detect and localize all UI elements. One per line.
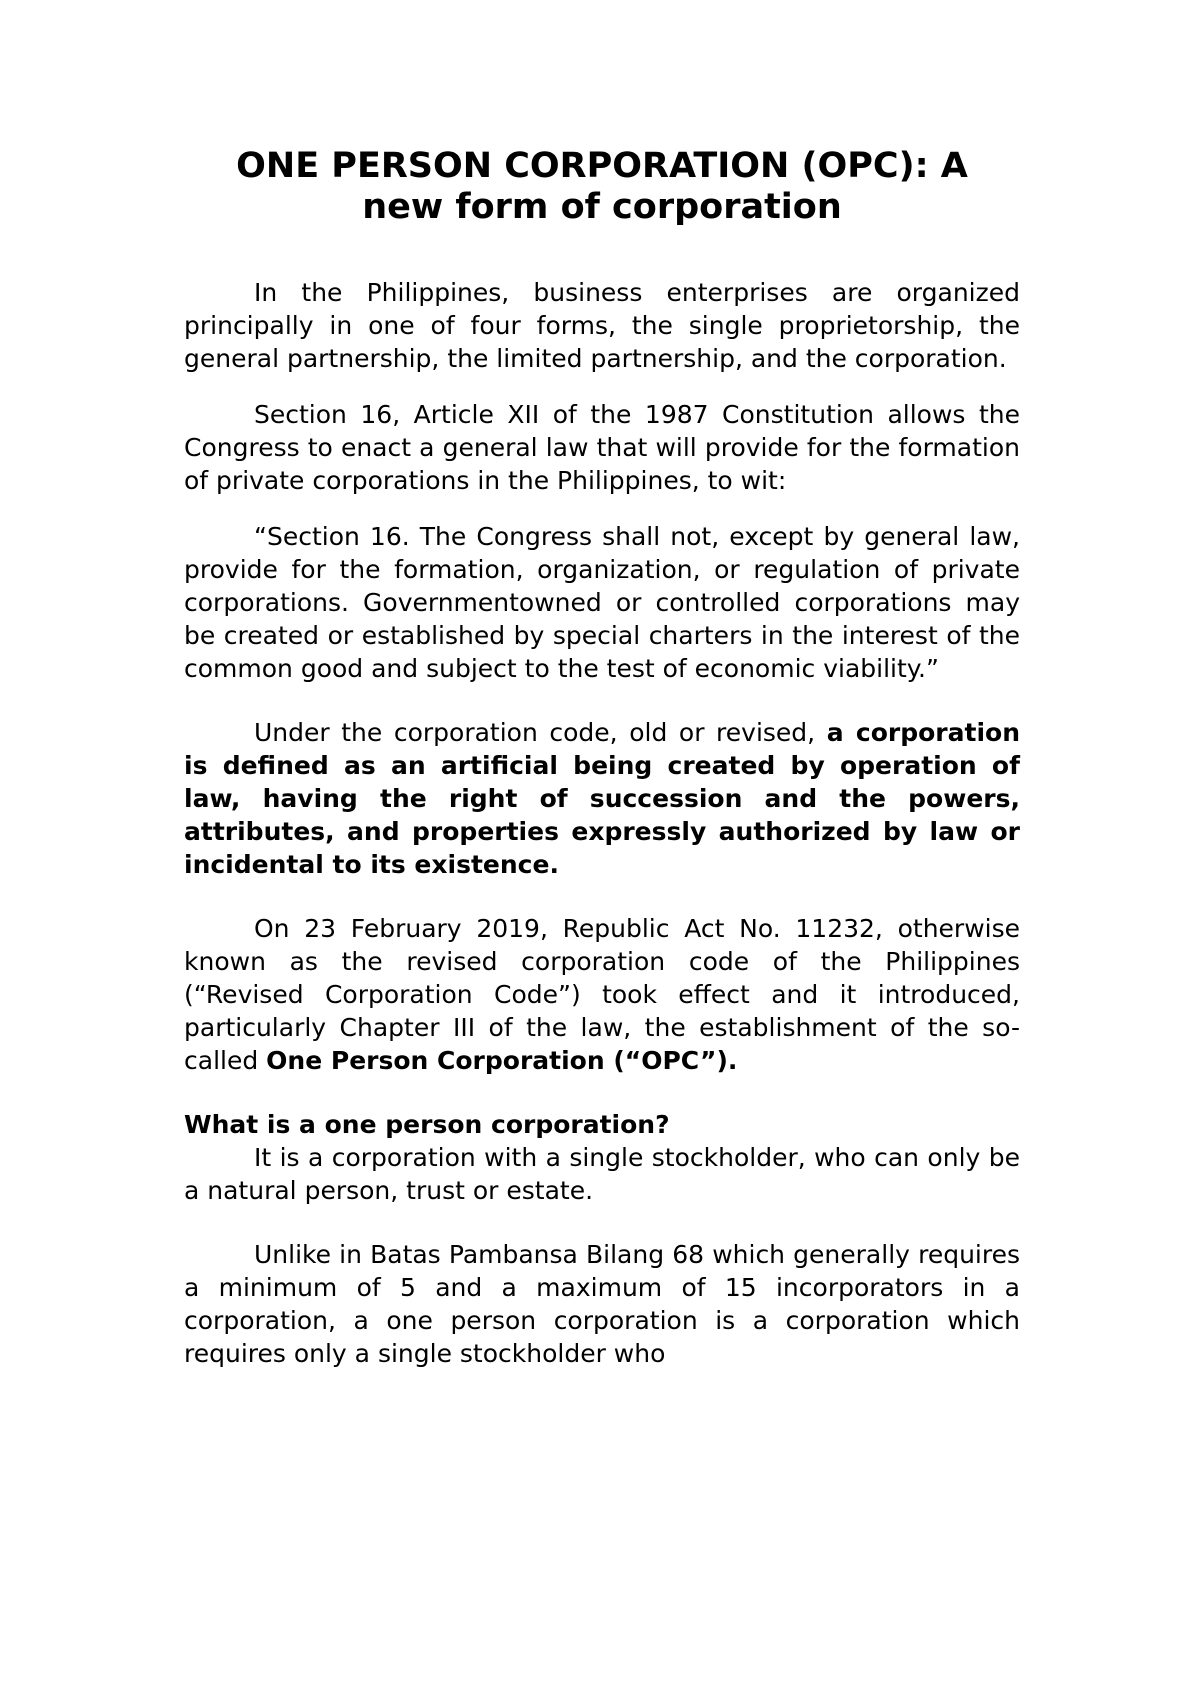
paragraph-constitution: Section 16, Article XII of the 1987 Constitution allows the Congress to enact a general law that will provide for the formation of private corporations in the Philippines, to wit: bbox=[184, 400, 1020, 495]
paragraph-section-16-quote: “Section 16. The Congress shall not, except by general law, provide for the formation, organization, or regulation of private corporations. Governmentowned or controlled corporations may be created or established by special charters in the interest of the common good and subject to the test of economic viability.” bbox=[184, 522, 1020, 683]
section-heading-what-is-opc: What is a one person corporation? bbox=[184, 1110, 670, 1139]
paragraph-corporation-definition bbox=[184, 716, 1020, 881]
title-line-1: ONE PERSON CORPORATION (OPC): A bbox=[236, 146, 968, 186]
revised-code-bold-text: One Person Corporation (“OPC”). bbox=[266, 1046, 738, 1075]
definition-bold-text: a corporation is defined as an artificial being created by operation of law, having the right of succession and the powers, attributes, and properties expressly authorized by law or incidental to its existence. bbox=[184, 718, 1020, 879]
paragraph-opc-definition: It is a corporation with a single stockholder, who can only be a natural person, trust or estate. bbox=[184, 1143, 1020, 1205]
document-title bbox=[184, 146, 1020, 228]
paragraph-revised-code bbox=[184, 912, 1020, 1077]
paragraph-business-forms: In the Philippines, business enterprises are organized principally in one of four forms, the single proprietorship, the general partnership, the limited partnership, and the corporation. bbox=[184, 278, 1020, 373]
revised-code-lead-text: On 23 February 2019, Republic Act No. 11232, otherwise known as the revised corporation code of the Philippines (“Revised Corporation Code”) took effect and it introduced, particularly Chapter III of the law, the establishment of the so-called bbox=[184, 914, 1020, 1075]
document-body bbox=[184, 276, 1020, 1370]
definition-lead-text: Under the corporation code, old or revised, bbox=[254, 718, 827, 747]
title-line-2: new form of corporation bbox=[362, 187, 842, 227]
paragraph-bp-68-comparison: Unlike in Batas Pambansa Bilang 68 which generally requires a minimum of 5 and a maximum of 15 incorporators in a corporation, a one person corporation is a corporation which requires only a single stockholder who bbox=[184, 1240, 1020, 1368]
